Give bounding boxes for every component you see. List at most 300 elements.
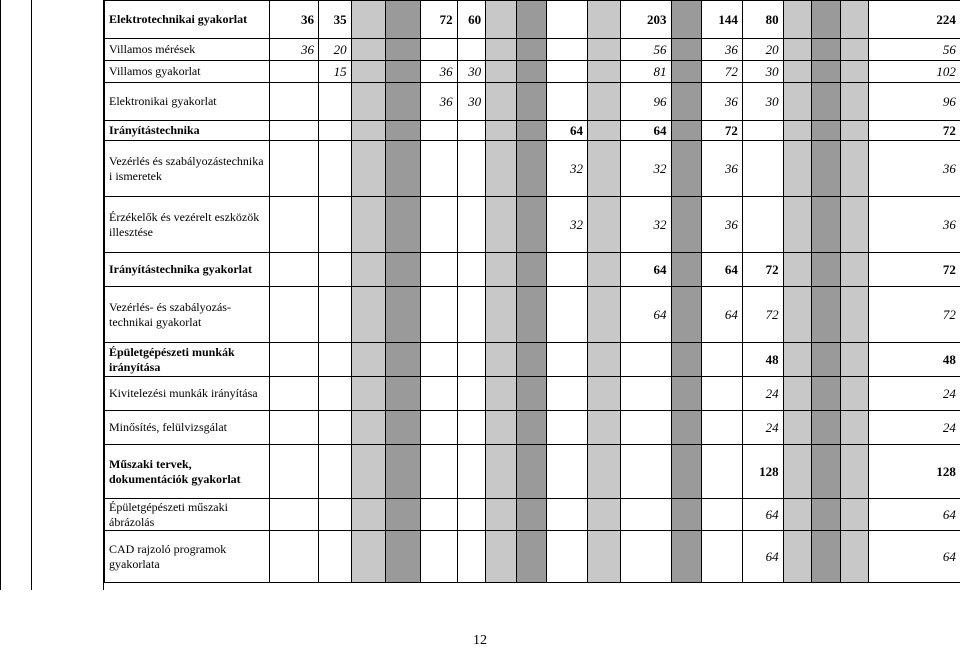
shaded-cell [587,343,620,377]
shaded-cell [486,121,517,141]
shaded-cell [486,531,517,583]
table-row [105,1,960,39]
shaded-cell [587,377,620,411]
table-row [105,253,960,287]
shaded-cell [516,39,547,61]
hours-cell [547,445,588,499]
shaded-cell [386,411,421,445]
shaded-cell [516,197,547,253]
shaded-cell [386,1,421,39]
hours-cell: 36 [702,83,743,121]
shaded-cell [783,377,812,411]
table-row [105,197,960,253]
hours-cell [702,499,743,531]
shaded-cell [840,287,869,343]
hours-cell: 72 [869,253,960,287]
hours-cell [318,253,351,287]
hours-cell: 64 [869,531,960,583]
hours-cell: 36 [702,197,743,253]
shaded-cell [783,287,812,343]
table-row [105,121,960,141]
hours-cell [547,39,588,61]
shaded-cell [840,83,869,121]
hours-cell: 64 [547,121,588,141]
hours-cell: 72 [869,287,960,343]
hours-cell: 36 [270,39,319,61]
shaded-cell [587,531,620,583]
hours-cell [318,499,351,531]
hours-cell [547,83,588,121]
shaded-cell [386,253,421,287]
shaded-cell [840,445,869,499]
curriculum-table [104,0,960,583]
hours-cell [318,445,351,499]
shaded-cell [516,377,547,411]
shaded-cell [386,121,421,141]
shaded-cell [783,121,812,141]
hours-cell [547,499,588,531]
shaded-cell [587,287,620,343]
hours-cell: 30 [742,61,783,83]
hours-cell: 102 [869,61,960,83]
hours-cell [457,343,486,377]
hours-cell: 72 [869,121,960,141]
hours-cell: 64 [620,121,671,141]
shaded-cell [671,141,702,197]
hours-cell [702,531,743,583]
hours-cell: 30 [457,83,486,121]
shaded-cell [671,253,702,287]
table-row [105,377,960,411]
hours-cell [420,253,457,287]
shaded-cell [840,411,869,445]
hours-cell [457,445,486,499]
hours-cell [318,377,351,411]
shaded-cell [386,83,421,121]
hours-cell [420,445,457,499]
table-row [105,411,960,445]
hours-cell: 72 [742,287,783,343]
hours-cell [547,253,588,287]
hours-cell: 36 [869,141,960,197]
hours-cell [547,531,588,583]
shaded-cell [386,377,421,411]
shaded-cell [783,499,812,531]
shaded-cell [812,197,841,253]
shaded-cell [386,499,421,531]
hours-cell: 64 [702,253,743,287]
hours-cell: 24 [742,377,783,411]
hours-cell [420,39,457,61]
hours-cell [270,61,319,83]
table-row [105,531,960,583]
shaded-cell [587,121,620,141]
hours-cell [270,499,319,531]
hours-cell [270,377,319,411]
hours-cell: 24 [869,411,960,445]
hours-cell [270,253,319,287]
shaded-cell [587,1,620,39]
hours-cell: 64 [620,287,671,343]
shaded-cell [351,377,386,411]
hours-cell [420,121,457,141]
shaded-cell [386,445,421,499]
row-label: Minősítés, felülvizsgálat [105,411,270,445]
shaded-cell [671,499,702,531]
row-label: Épületgépészeti műszaki ábrázolás [105,499,270,531]
shaded-cell [486,61,517,83]
hours-cell: 24 [742,411,783,445]
shaded-cell [840,61,869,83]
shaded-cell [386,197,421,253]
row-label: Elektronikai gyakorlat [105,83,270,121]
shaded-cell [783,343,812,377]
shaded-cell [351,1,386,39]
shaded-cell [486,197,517,253]
shaded-cell [587,83,620,121]
shaded-cell [386,531,421,583]
table-row [105,343,960,377]
hours-cell: 32 [547,141,588,197]
shaded-cell [840,343,869,377]
shaded-cell [671,445,702,499]
shaded-cell [351,61,386,83]
module-column [32,0,104,590]
shaded-cell [812,343,841,377]
shaded-cell [351,499,386,531]
shaded-cell [386,287,421,343]
hours-cell: 72 [702,61,743,83]
shaded-cell [486,39,517,61]
hours-cell [420,531,457,583]
hours-cell [318,287,351,343]
hours-cell [420,411,457,445]
hours-cell [318,83,351,121]
shaded-cell [516,141,547,197]
hours-cell: 48 [869,343,960,377]
shaded-cell [812,253,841,287]
hours-cell: 64 [869,499,960,531]
shaded-cell [812,531,841,583]
shaded-cell [351,141,386,197]
shaded-cell [516,499,547,531]
hours-cell [620,411,671,445]
hours-cell: 64 [742,499,783,531]
shaded-cell [671,377,702,411]
shaded-cell [783,141,812,197]
shaded-cell [516,287,547,343]
shaded-cell [783,531,812,583]
hours-cell: 36 [420,61,457,83]
shaded-cell [840,499,869,531]
row-label: Vezérlés- és szabályozás-technikai gyakorlat [105,287,270,343]
shaded-cell [671,411,702,445]
hours-cell [318,141,351,197]
shaded-cell [783,445,812,499]
shaded-cell [840,39,869,61]
shaded-cell [812,39,841,61]
shaded-cell [812,141,841,197]
hours-cell: 36 [702,39,743,61]
shaded-cell [351,531,386,583]
shaded-cell [486,343,517,377]
shaded-cell [351,83,386,121]
hours-cell: 56 [869,39,960,61]
hours-cell [457,253,486,287]
shaded-cell [840,141,869,197]
hours-cell: 80 [742,1,783,39]
hours-cell [457,197,486,253]
hours-cell: 32 [620,197,671,253]
hours-cell [318,197,351,253]
shaded-cell [516,1,547,39]
shaded-cell [671,39,702,61]
shaded-cell [671,61,702,83]
shaded-cell [840,1,869,39]
hours-cell [742,121,783,141]
hours-cell: 30 [457,61,486,83]
shaded-cell [351,343,386,377]
row-label: Kivitelezési munkák irányítása [105,377,270,411]
hours-cell [318,531,351,583]
hours-cell: 128 [869,445,960,499]
hours-cell [420,343,457,377]
shaded-cell [587,39,620,61]
shaded-cell [351,197,386,253]
row-label: Vezérlés és szabályozástechnika i ismeretek [105,141,270,197]
hours-cell [270,343,319,377]
hours-cell [457,287,486,343]
hours-cell: 96 [620,83,671,121]
shaded-cell [351,445,386,499]
table-row [105,61,960,83]
shaded-cell [516,83,547,121]
hours-cell [457,141,486,197]
shaded-cell [386,343,421,377]
hours-cell: 36 [869,197,960,253]
shaded-cell [486,411,517,445]
hours-cell: 36 [270,1,319,39]
hours-cell [457,499,486,531]
shaded-cell [516,121,547,141]
hours-cell [318,121,351,141]
shaded-cell [351,411,386,445]
shaded-cell [516,531,547,583]
hours-cell [420,197,457,253]
shaded-cell [671,1,702,39]
hours-cell [270,287,319,343]
hours-cell [742,197,783,253]
shaded-cell [486,445,517,499]
hours-cell [620,531,671,583]
hours-cell [702,411,743,445]
shaded-cell [812,83,841,121]
shaded-cell [783,61,812,83]
hours-cell: 30 [742,83,783,121]
shaded-cell [587,411,620,445]
shaded-cell [587,141,620,197]
hours-cell [702,377,743,411]
shaded-cell [671,531,702,583]
hours-cell: 60 [457,1,486,39]
shaded-cell [486,287,517,343]
hours-cell: 35 [318,1,351,39]
row-label: Irányítástechnika gyakorlat [105,253,270,287]
shaded-cell [840,197,869,253]
hours-cell: 81 [620,61,671,83]
hours-cell: 72 [420,1,457,39]
shaded-cell [812,499,841,531]
hours-cell [270,411,319,445]
table-row [105,287,960,343]
row-label: Elektrotechnikai gyakorlat [105,1,270,39]
shaded-cell [587,499,620,531]
shaded-cell [587,253,620,287]
shaded-cell [783,197,812,253]
hours-cell [420,141,457,197]
hours-cell [702,343,743,377]
hours-cell [457,39,486,61]
hours-cell [457,377,486,411]
hours-cell [547,411,588,445]
hours-cell [457,121,486,141]
hours-cell [420,287,457,343]
shaded-cell [671,287,702,343]
shaded-cell [812,445,841,499]
hours-cell: 203 [620,1,671,39]
shaded-cell [587,197,620,253]
hours-cell: 72 [742,253,783,287]
hours-cell: 72 [702,121,743,141]
shaded-cell [840,377,869,411]
shaded-cell [783,83,812,121]
shaded-cell [587,61,620,83]
hours-cell: 24 [869,377,960,411]
shaded-cell [783,39,812,61]
hours-cell [742,141,783,197]
hours-cell [318,411,351,445]
table-row [105,39,960,61]
left-margin-column [0,0,32,590]
shaded-cell [386,39,421,61]
hours-cell [620,343,671,377]
hours-cell: 36 [420,83,457,121]
shaded-cell [516,411,547,445]
shaded-cell [840,531,869,583]
shaded-cell [351,39,386,61]
hours-cell [547,343,588,377]
hours-cell: 20 [318,39,351,61]
hours-cell [318,343,351,377]
hours-cell: 36 [702,141,743,197]
hours-cell [702,445,743,499]
shaded-cell [812,121,841,141]
shaded-cell [671,83,702,121]
hours-cell [620,499,671,531]
shaded-cell [486,83,517,121]
shaded-cell [671,343,702,377]
shaded-cell [783,1,812,39]
hours-cell [620,445,671,499]
shaded-cell [812,61,841,83]
shaded-cell [486,499,517,531]
hours-cell: 32 [620,141,671,197]
table-row [105,499,960,531]
hours-cell [420,499,457,531]
table-row [105,445,960,499]
shaded-cell [351,253,386,287]
hours-cell [270,445,319,499]
shaded-cell [516,343,547,377]
shaded-cell [486,377,517,411]
hours-cell: 224 [869,1,960,39]
hours-cell [547,287,588,343]
hours-cell: 128 [742,445,783,499]
hours-cell: 56 [620,39,671,61]
hours-cell [547,61,588,83]
hours-cell: 15 [318,61,351,83]
shaded-cell [386,141,421,197]
shaded-cell [516,445,547,499]
row-label: Villamos gyakorlat [105,61,270,83]
table-row [105,83,960,121]
hours-cell [270,121,319,141]
hours-cell: 20 [742,39,783,61]
hours-cell: 64 [620,253,671,287]
shaded-cell [486,1,517,39]
shaded-cell [516,61,547,83]
row-label: CAD rajzoló programok gyakorlata [105,531,270,583]
shaded-cell [386,61,421,83]
shaded-cell [671,197,702,253]
page-number: 12 [0,633,960,649]
shaded-cell [671,121,702,141]
hours-cell [270,141,319,197]
hours-cell [270,197,319,253]
hours-cell: 144 [702,1,743,39]
hours-cell [270,83,319,121]
shaded-cell [812,287,841,343]
shaded-cell [783,411,812,445]
shaded-cell [783,253,812,287]
hours-cell: 32 [547,197,588,253]
hours-cell [420,377,457,411]
hours-cell [547,377,588,411]
row-label: Érzékelők és vezérelt eszközök illesztése [105,197,270,253]
hours-cell: 64 [742,531,783,583]
shaded-cell [587,445,620,499]
hours-cell: 96 [869,83,960,121]
shaded-cell [351,121,386,141]
hours-cell: 64 [702,287,743,343]
row-label: Villamos mérések [105,39,270,61]
shaded-cell [812,411,841,445]
shaded-cell [486,141,517,197]
row-label: Műszaki tervek, dokumentációk gyakorlat [105,445,270,499]
shaded-cell [812,377,841,411]
hours-cell [270,531,319,583]
row-label: Épületgépészeti munkák irányítása [105,343,270,377]
hours-cell [457,411,486,445]
hours-cell [547,1,588,39]
table-row [105,141,960,197]
shaded-cell [840,253,869,287]
hours-cell [620,377,671,411]
hours-cell [457,531,486,583]
shaded-cell [840,121,869,141]
shaded-cell [812,1,841,39]
hours-cell: 48 [742,343,783,377]
